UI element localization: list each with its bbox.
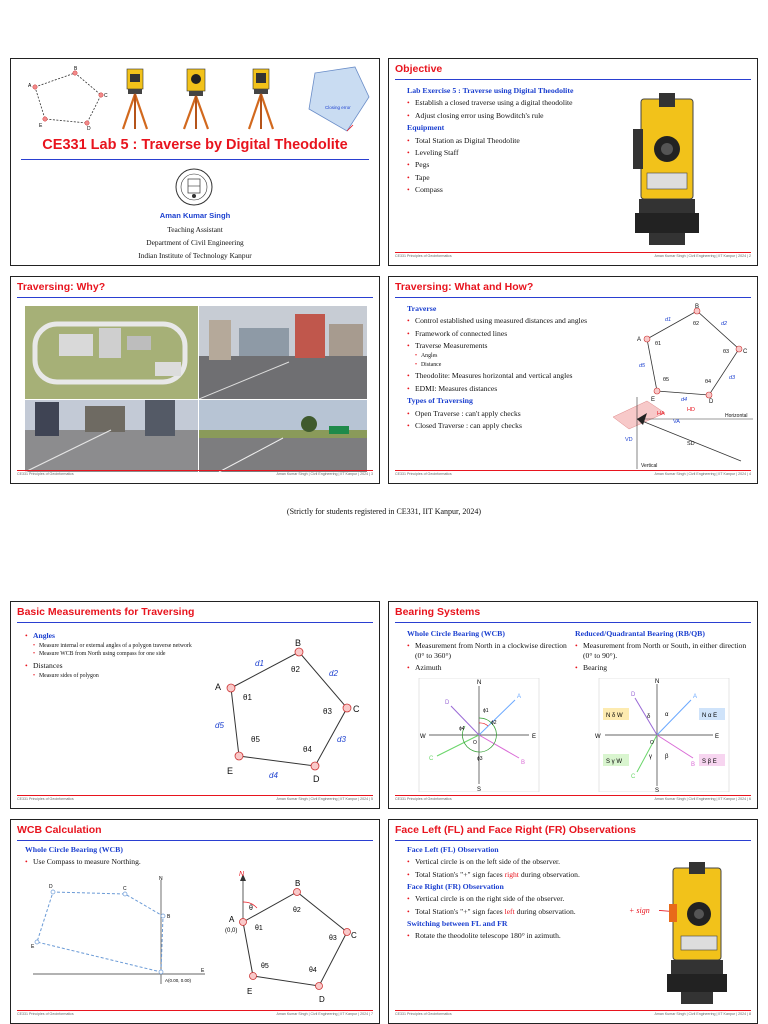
slide-heading: WCB Calculation xyxy=(17,824,102,836)
total-station-photo xyxy=(629,89,705,249)
svg-text:D: D xyxy=(631,692,636,698)
svg-text:N: N xyxy=(159,876,163,882)
bullet: • Leveling Staff xyxy=(407,148,637,158)
svg-text:α: α xyxy=(665,712,669,718)
bullet: • Closed Traverse : can apply checks xyxy=(407,421,627,431)
svg-text:ϕ3: ϕ3 xyxy=(477,756,483,762)
total-station-photo-3 xyxy=(245,67,277,131)
svg-text:d4: d4 xyxy=(269,771,278,780)
svg-text:A: A xyxy=(637,337,642,343)
bullet: • Vertical circle is on the left side of the observer. xyxy=(407,857,637,867)
wcb-text xyxy=(407,628,567,676)
sub-bullet: • Measure internal or external angles of a polygon traverse network xyxy=(25,643,285,650)
bullet: • Bearing xyxy=(575,663,751,673)
bullet-part: during observation. xyxy=(518,869,580,879)
footer-credit: Aman Kumar Singh | Civil Engineering | IIT Kanpur | 2024 | 8 xyxy=(654,1012,751,1016)
svg-text:S: S xyxy=(477,787,482,792)
svg-text:θ: θ xyxy=(249,905,253,912)
face-right-heading: Face Right (FR) Observation xyxy=(407,881,504,891)
svg-text:E: E xyxy=(532,734,537,740)
svg-text:d5: d5 xyxy=(639,363,646,369)
bullet: • Framework of connected lines xyxy=(407,329,627,339)
bullet: • Control established using measured distances and angles xyxy=(407,316,627,326)
bullet: • Traverse Measurements xyxy=(407,341,627,351)
svg-text:d2: d2 xyxy=(721,321,728,327)
closing-error-diagram xyxy=(301,63,373,135)
heading-rule xyxy=(395,297,751,298)
wcb-heading: Whole Circle Bearing (WCB) xyxy=(25,845,123,854)
svg-text:S γ W: S γ W xyxy=(606,759,622,765)
svg-text:ϕ2: ϕ2 xyxy=(491,720,497,726)
svg-text:C: C xyxy=(123,886,127,892)
svg-text:Closing error: Closing error xyxy=(325,105,351,110)
street-render-1 xyxy=(199,306,367,399)
heading-rule xyxy=(17,297,373,298)
slide-title-text: CE331 Lab 5 : Traverse by Digital Theodolite xyxy=(42,137,348,153)
svg-text:O: O xyxy=(650,740,654,746)
svg-text:C: C xyxy=(104,93,108,99)
footer-credit: Aman Kumar Singh | Civil Engineering | IIT Kanpur | 2024 | 6 xyxy=(654,797,751,801)
footer-credit: Aman Kumar Singh | Civil Engineering | IIT Kanpur | 2024 | 3 xyxy=(276,472,373,476)
svg-text:θ3: θ3 xyxy=(723,349,730,355)
svg-text:d3: d3 xyxy=(337,735,346,744)
bullet-part: Total Station's "+" sign faces xyxy=(415,869,505,879)
street-render-3 xyxy=(199,400,367,472)
slide-heading: Objective xyxy=(395,63,443,75)
switching-heading: Switching between FL and FR xyxy=(407,918,508,928)
face-left-heading: Face Left (FL) Observation xyxy=(407,845,499,854)
highlight-right: right xyxy=(504,869,519,879)
sub-bullet: • Measure WCB from North using compass for one side xyxy=(25,651,285,658)
traverse-heading: Traverse xyxy=(407,304,437,313)
bullet: • Distances xyxy=(25,661,285,671)
svg-text:θ1: θ1 xyxy=(255,925,263,932)
bullet-part: during observation. xyxy=(514,906,576,916)
svg-text:δ: δ xyxy=(647,714,651,720)
svg-text:E: E xyxy=(227,766,234,776)
iitk-logo xyxy=(174,167,214,207)
svg-text:d5: d5 xyxy=(215,721,224,730)
angle-measurement-diagram xyxy=(607,395,755,471)
sub-bullet: • Measure sides of polygon xyxy=(25,673,285,680)
svg-text:W: W xyxy=(595,734,601,740)
svg-text:E: E xyxy=(39,123,43,129)
objective-text xyxy=(407,85,637,197)
svg-text:θ2: θ2 xyxy=(291,665,300,674)
svg-text:N: N xyxy=(239,871,245,878)
sub-bullet: • Angles xyxy=(407,353,627,360)
slide-footer xyxy=(395,252,751,261)
footer-course: CE331 Principles of Geoinformatics xyxy=(395,1012,452,1016)
slide-wcb-calculation xyxy=(10,819,380,1024)
slide-footer xyxy=(395,795,751,804)
slide-objective xyxy=(388,58,758,266)
footer-credit: Aman Kumar Singh | Civil Engineering | IIT Kanpur | 2024 | 2 xyxy=(654,254,751,258)
slide-traversing-what-how xyxy=(388,276,758,484)
svg-text:θ3: θ3 xyxy=(329,935,337,942)
presenter-name: Aman Kumar Singh xyxy=(159,211,231,220)
bullet xyxy=(407,907,637,917)
rb-heading: Reduced/Quadrantal Bearing (RB/QB) xyxy=(575,629,705,638)
svg-text:θ5: θ5 xyxy=(663,377,670,383)
svg-text:A: A xyxy=(28,83,32,89)
svg-text:θ4: θ4 xyxy=(705,379,712,385)
slide-bearing-systems xyxy=(388,601,758,809)
wcb-coordinate-plot xyxy=(29,876,209,996)
heading-rule xyxy=(395,79,751,80)
svg-text:E: E xyxy=(201,968,205,974)
bullet: • Theodolite: Measures horizontal and vertical angles xyxy=(407,371,627,381)
slide-heading: Basic Measurements for Traversing xyxy=(17,606,195,618)
street-render-2 xyxy=(25,400,198,472)
svg-text:E: E xyxy=(715,734,720,740)
svg-text:N δ W: N δ W xyxy=(606,713,623,719)
svg-text:S β E: S β E xyxy=(702,759,717,765)
rb-compass-diagram xyxy=(595,678,745,792)
footer-credit: Aman Kumar Singh | Civil Engineering | IIT Kanpur | 2024 | 7 xyxy=(276,1012,373,1016)
total-station-photo xyxy=(659,860,735,1010)
heading-rule xyxy=(395,840,751,841)
svg-text:Horizontal: Horizontal xyxy=(725,413,748,419)
bullet: • Measurement from North in a clockwise direction (0° to 360°) xyxy=(407,641,567,660)
svg-text:d3: d3 xyxy=(729,375,736,381)
svg-text:C: C xyxy=(743,349,748,355)
bullet: • Rotate the theodolite telescope 180° in azimuth. xyxy=(407,931,637,941)
slide-basic-measurements xyxy=(10,601,380,809)
highlight-left: left xyxy=(504,906,515,916)
svg-text:E: E xyxy=(651,397,656,403)
traverse-thumbnail xyxy=(25,65,111,131)
svg-text:C: C xyxy=(353,704,360,714)
svg-text:d1: d1 xyxy=(255,659,264,668)
slide-footer xyxy=(17,1010,373,1019)
footer-course: CE331 Principles of Geoinformatics xyxy=(395,797,452,801)
bullet: • Establish a closed traverse using a digital theodolite xyxy=(407,98,637,108)
footer-course: CE331 Principles of Geoinformatics xyxy=(17,797,74,801)
svg-text:SD: SD xyxy=(687,441,695,447)
bullet-part: Total Station's "+" sign faces xyxy=(415,906,505,916)
slide-traversing-why xyxy=(10,276,380,484)
svg-text:C: C xyxy=(631,774,636,780)
svg-text:ϕ1: ϕ1 xyxy=(483,708,489,714)
svg-text:D: D xyxy=(709,399,714,403)
svg-text:A: A xyxy=(517,694,522,700)
heading-rule xyxy=(17,840,373,841)
svg-text:W: W xyxy=(420,734,426,740)
svg-text:B: B xyxy=(167,914,171,920)
footer-course: CE331 Principles of Geoinformatics xyxy=(17,472,74,476)
presenter-role: Teaching Assistant xyxy=(167,225,223,234)
svg-text:β: β xyxy=(665,754,669,760)
slide-footer xyxy=(17,795,373,804)
bullet: • Adjust closing error using Bowditch's rule xyxy=(407,111,637,121)
footer-credit: Aman Kumar Singh | Civil Engineering | IIT Kanpur | 2024 | 4 xyxy=(654,472,751,476)
svg-text:D: D xyxy=(49,884,53,890)
what-how-text xyxy=(407,303,627,433)
bullet: • Pegs xyxy=(407,160,637,170)
svg-text:B: B xyxy=(295,879,301,888)
footer-course: CE331 Principles of Geoinformatics xyxy=(395,254,452,258)
wcb-heading: Whole Circle Bearing (WCB) xyxy=(407,629,505,638)
svg-text:D: D xyxy=(319,995,325,1004)
heading-rule xyxy=(17,622,373,623)
bullet: • Total Station as Digital Theodolite xyxy=(407,136,637,146)
slide-footer xyxy=(17,470,373,479)
svg-text:θ2: θ2 xyxy=(293,907,301,914)
svg-text:N α E: N α E xyxy=(702,713,718,719)
traverse-polygon-diagram xyxy=(625,303,755,403)
bullet: • Use Compass to measure Northing. xyxy=(25,857,225,867)
svg-text:O: O xyxy=(473,740,477,746)
svg-text:θ4: θ4 xyxy=(303,745,312,754)
bullet xyxy=(407,870,637,880)
wcb-traverse-diagram xyxy=(223,868,371,1008)
svg-text:γ: γ xyxy=(649,754,652,760)
svg-text:A: A xyxy=(693,694,698,700)
svg-text:HD: HD xyxy=(687,407,695,413)
svg-text:B: B xyxy=(295,638,302,648)
svg-text:B: B xyxy=(74,66,78,72)
slide-title xyxy=(10,58,380,266)
heading-rule xyxy=(395,622,751,623)
svg-text:θ5: θ5 xyxy=(251,735,260,744)
svg-text:θ3: θ3 xyxy=(323,707,332,716)
types-heading: Types of Traversing xyxy=(407,396,473,406)
svg-text:B: B xyxy=(691,762,696,768)
footer-course: CE331 Principles of Geoinformatics xyxy=(17,1012,74,1016)
svg-text:ϕ4: ϕ4 xyxy=(459,726,465,732)
svg-text:S: S xyxy=(655,788,660,792)
svg-text:HA: HA xyxy=(657,411,665,417)
svg-text:A: A xyxy=(229,915,235,924)
traverse-polygon-diagram xyxy=(207,638,367,788)
angles-label: Angles xyxy=(33,630,55,640)
equipment-heading: Equipment xyxy=(407,123,445,133)
slide-heading: Face Left (FL) and Face Right (FR) Observations xyxy=(395,824,636,836)
face-observation-text xyxy=(407,844,637,944)
svg-text:d4: d4 xyxy=(681,397,688,403)
slide-heading: Traversing: What and How? xyxy=(395,281,534,293)
campus-aerial-render xyxy=(25,306,198,399)
plus-sign-label: + sign xyxy=(629,906,650,915)
footer-course: CE331 Principles of Geoinformatics xyxy=(395,472,452,476)
presenter-dept: Department of Civil Engineering xyxy=(146,238,244,247)
wcb-compass-diagram xyxy=(411,678,547,792)
svg-text:(0,0): (0,0) xyxy=(225,928,238,934)
svg-text:d2: d2 xyxy=(329,669,338,678)
svg-text:Vertical: Vertical xyxy=(641,463,658,469)
svg-text:A: A xyxy=(215,682,222,692)
svg-text:E: E xyxy=(31,944,35,950)
total-station-photo-2 xyxy=(179,67,213,131)
svg-text:D: D xyxy=(445,700,450,706)
sub-bullet: • Distance xyxy=(407,362,627,369)
svg-text:D: D xyxy=(87,126,91,131)
presenter-institute: Indian Institute of Technology Kanpur xyxy=(138,251,252,260)
bullet: • Tape xyxy=(407,173,637,183)
title-rule xyxy=(21,159,369,160)
lab-exercise-heading: Lab Exercise 5 : Traverse using Digital Theodolite xyxy=(407,86,574,95)
svg-text:E: E xyxy=(247,987,253,996)
svg-text:C: C xyxy=(429,756,434,762)
slide-footer xyxy=(395,470,751,479)
slide-heading: Traversing: Why? xyxy=(17,281,106,293)
bullet: • Measurement from North or South, in either direction (0° to 90°). xyxy=(575,641,751,660)
svg-text:A(0.00, 0.00): A(0.00, 0.00) xyxy=(165,978,192,983)
svg-text:C: C xyxy=(351,931,357,940)
svg-text:θ1: θ1 xyxy=(655,341,662,347)
bullet: • Azimuth xyxy=(407,663,567,673)
restriction-note: (Strictly for students registered in CE331, IIT Kanpur, 2024) xyxy=(286,507,482,516)
svg-text:B: B xyxy=(521,760,526,766)
svg-text:D: D xyxy=(313,774,320,784)
bullet: • Compass xyxy=(407,185,637,195)
slide-face-left-right xyxy=(388,819,758,1024)
rb-text xyxy=(575,628,751,676)
svg-text:N: N xyxy=(477,680,482,686)
svg-text:θ5: θ5 xyxy=(261,963,269,970)
footer-credit: Aman Kumar Singh | Civil Engineering | IIT Kanpur | 2024 | 5 xyxy=(276,797,373,801)
svg-text:VD: VD xyxy=(625,437,633,443)
svg-text:θ4: θ4 xyxy=(309,967,317,974)
bullet: • Vertical circle is on the right side of the observer. xyxy=(407,894,637,904)
svg-text:B: B xyxy=(695,304,700,310)
slide-heading: Bearing Systems xyxy=(395,606,481,618)
svg-text:VA: VA xyxy=(673,419,680,425)
total-station-photo-1 xyxy=(119,67,151,131)
bullet: • EDMI: Measures distances xyxy=(407,384,627,394)
wcb-calc-text xyxy=(25,844,225,870)
svg-text:N: N xyxy=(655,679,660,685)
svg-text:θ1: θ1 xyxy=(243,693,252,702)
slide-footer xyxy=(395,1010,751,1019)
svg-text:d1: d1 xyxy=(665,317,672,323)
bullet: • Open Traverse : can't apply checks xyxy=(407,409,627,419)
svg-text:θ2: θ2 xyxy=(693,321,700,327)
